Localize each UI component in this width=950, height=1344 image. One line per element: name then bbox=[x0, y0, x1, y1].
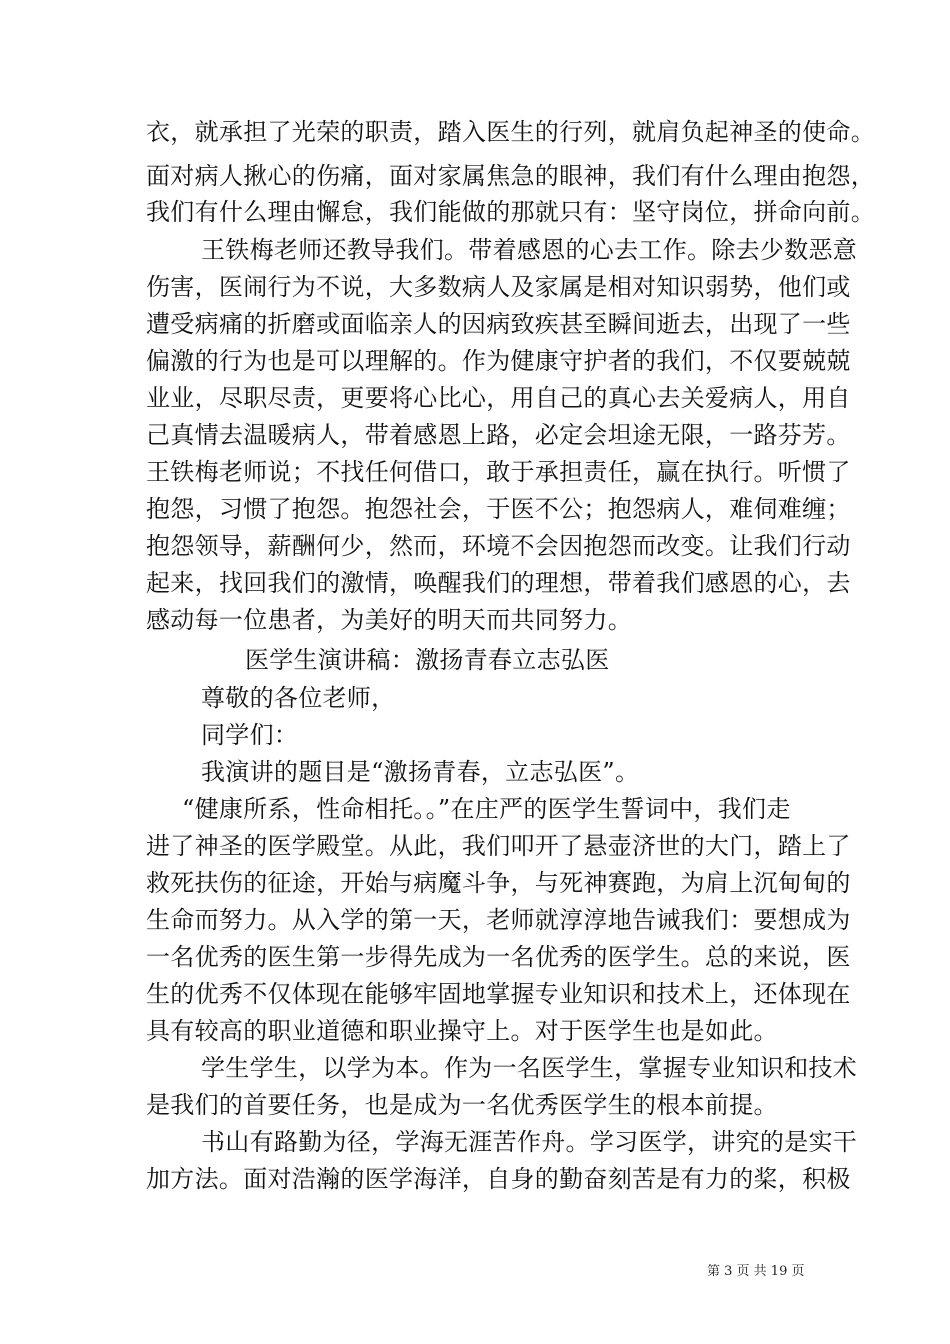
salutation: 同学们： bbox=[201, 721, 299, 749]
text-line: 生命而努力。从入学的第一天，老师就淳淳地告诫我们：要想成为 bbox=[146, 906, 851, 934]
text-line: 王铁梅老师说；不找任何借口，敢于承担责任，赢在执行。听惯了 bbox=[146, 458, 851, 486]
text-line: 加方法。面对浩瀚的医学海洋，自身的勤奋刻苦是有力的桨，积极 bbox=[146, 1165, 851, 1193]
text-line: 衣，就承担了光荣的职责，踏入医生的行列，就肩负起神圣的使命。 bbox=[146, 118, 875, 146]
section-title: 医学生演讲稿：激扬青春立志弘医 bbox=[245, 646, 610, 674]
text-line: 是我们的首要任务，也是成为一名优秀医学生的根本前提。 bbox=[146, 1091, 778, 1119]
page-number-footer: 第 3 页 共 19 页 bbox=[707, 1264, 805, 1279]
text-line: 感动每一位患者，为美好的明天而共同努力。 bbox=[146, 606, 632, 634]
text-line: 一名优秀的医生第一步得先成为一名优秀的医学生。总的来说，医 bbox=[146, 943, 851, 971]
text-line: 进了神圣的医学殿堂。从此，我们叩开了悬壶济世的大门，踏上了 bbox=[146, 832, 851, 860]
text-line: 王铁梅老师还教导我们。带着感恩的心去工作。除去少数恶意 bbox=[201, 236, 858, 264]
text-line: 抱怨，习惯了抱怨。抱怨社会，于医不公；抱怨病人，难伺难缠； bbox=[146, 495, 851, 523]
text-line: 我演讲的题目是“激扬青春，立志弘医”。 bbox=[201, 758, 640, 786]
text-line: 具有较高的职业道德和职业操守上。对于医学生也是如此。 bbox=[146, 1017, 778, 1045]
text-line: 救死扶伤的征途，开始与病魔斗争，与死神赛跑，为肩上沉甸甸的 bbox=[146, 869, 851, 897]
text-line: 学生学生，以学为本。作为一名医学生，掌握专业知识和技术 bbox=[201, 1054, 858, 1082]
text-line: 起来，找回我们的激情，唤醒我们的理想，带着我们感恩的心，去 bbox=[146, 569, 851, 597]
text-line: 遭受病痛的折磨或面临亲人的因病致疾甚至瞬间逝去，出现了一些 bbox=[146, 310, 851, 338]
text-line: 抱怨领导，薪酬何少，然而，环境不会因抱怨而改变。让我们行动 bbox=[146, 532, 851, 560]
text-line: 面对病人揪心的伤痛，面对家属焦急的眼神，我们有什么理由抱怨， bbox=[146, 162, 875, 190]
text-line: 生的优秀不仅体现在能够牢固地掌握专业知识和技术上，还体现在 bbox=[146, 980, 851, 1008]
text-line: “健康所系，性命相托。。”在庄严的医学生誓词中，我们走 bbox=[182, 795, 791, 823]
text-line: 书山有路勤为径，学海无涯苦作舟。学习医学，讲究的是实干 bbox=[201, 1128, 858, 1156]
text-line: 业业，尽职尽责，更要将心比心，用自己的真心去关爱病人，用自 bbox=[146, 384, 851, 412]
salutation: 尊敬的各位老师， bbox=[201, 684, 396, 712]
text-line: 伤害，医闹行为不说，大多数病人及家属是相对知识弱势，他们或 bbox=[146, 273, 851, 301]
text-line: 我们有什么理由懈怠，我们能做的那就只有：坚守岗位，拼命向前。 bbox=[146, 198, 875, 226]
text-line: 偏激的行为也是可以理解的。作为健康守护者的我们，不仅要兢兢 bbox=[146, 347, 851, 375]
text-line: 己真情去温暖病人，带着感恩上路，必定会坦途无限，一路芬芳。 bbox=[146, 421, 851, 449]
